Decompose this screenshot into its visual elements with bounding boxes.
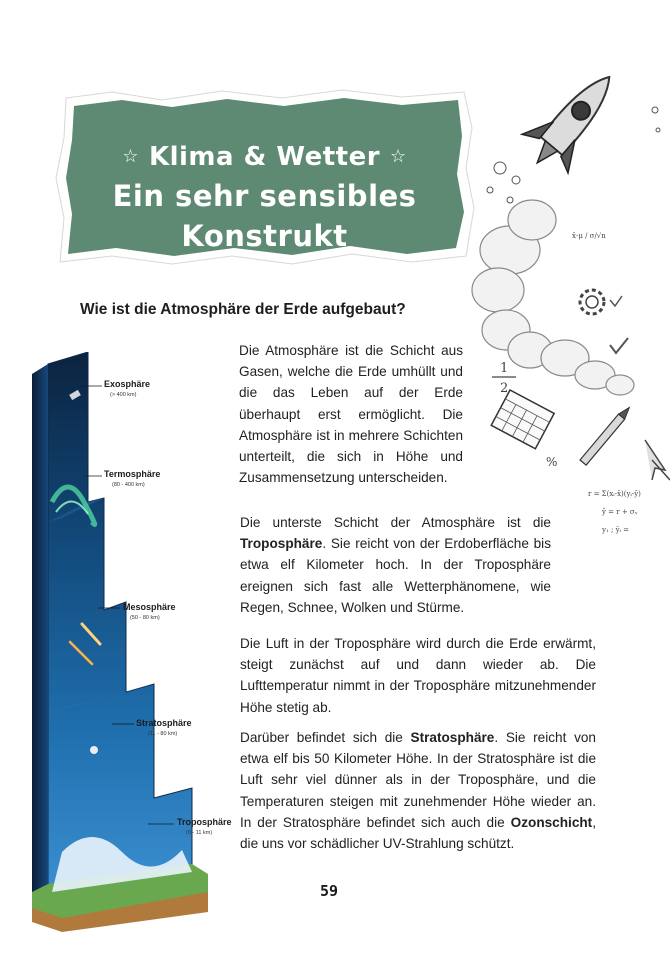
banner-title-text: Klima & Wetter <box>148 142 381 172</box>
banner-title-line1 <box>52 140 477 174</box>
text-span: Darüber befindet sich die <box>240 730 411 745</box>
layer-range-exosphere: (> 400 km) <box>110 392 137 398</box>
layer-range-mesosphere: (50 - 80 km) <box>130 615 160 621</box>
text-span: Die unterste Schicht der Atmosphäre ist die <box>240 515 551 530</box>
term-ozone-layer: Ozonschicht <box>510 814 593 830</box>
star-icon: ☆ <box>122 146 139 167</box>
atmosphere-tower-illustration <box>22 352 232 932</box>
fraction-numerator: 1 <box>500 361 509 376</box>
layer-range-thermosphere: (80 - 400 km) <box>112 482 145 488</box>
text-span: . Sie reicht von der Erdoberfläche bis etwa elf Kilometer hoch. In der Troposphäre ereignen sich fast alle Wetterphänomene, wie Regen, Schnee, Wolken und Stürme. <box>240 536 551 615</box>
formula-doodle: x̄-μ / σ/√n <box>572 232 606 240</box>
page-number: 59 <box>320 882 339 900</box>
layer-label-exosphere: Exosphäre <box>104 379 151 389</box>
rocket-icon <box>514 58 632 182</box>
rocket-smoke-trail <box>472 200 634 395</box>
paragraph-stratosphere <box>240 727 596 854</box>
layer-label-thermosphere: Termosphäre <box>104 469 161 479</box>
layer-label-troposphere: Troposphäre <box>177 817 232 827</box>
fraction-denominator: 2 <box>500 381 509 396</box>
layer-range-troposphere: (0 - 11 km) <box>186 830 213 836</box>
calendar-icon <box>491 390 554 449</box>
title-banner <box>52 88 477 266</box>
text-span: . Sie reicht von etwa elf bis 50 Kilometer Höhe. In der Stratosphäre ist die Luft sehr viel dünner als in der Troposphäre, und die Temperaturen steigen mit zunehmender Höhe wieder an. In der Stratosphäre befindet sich auch die <box>240 730 596 830</box>
formula-doodle: ŷ = r + σᵧ <box>602 508 638 516</box>
term-stratosphere: Stratosphäre <box>410 730 495 745</box>
paragraph-intro: Die Atmosphäre ist die Schicht aus Gasen, welche die Erde umhüllt und die das Leben auf der Erde überhaupt erst ermöglicht. Die Atmosphäre ist in mehrere Schichten unterteilt, die sich in Höhe und Zusammensetzung unterscheiden. <box>239 343 463 486</box>
banner-title-line2: Ein sehr sensibles Konstrukt <box>112 179 417 253</box>
checkmark-icon <box>610 296 622 306</box>
paragraph-troposphere <box>240 512 551 618</box>
paragraph-air-temperature: Die Luft in der Troposphäre wird durch die Erde erwärmt, steigt zunächst auf und dann wieder ab. Die Lufttemperatur nimmt in der Troposphäre mitzunehmender Höhe stetig ab. <box>240 636 596 715</box>
percent-doodle: % <box>546 455 558 469</box>
checkmark-icon <box>610 338 628 353</box>
pencil-icon <box>580 405 632 465</box>
text-span: , die uns vor schädlicher UV-Strahlung schützt. <box>240 814 596 852</box>
gear-icon <box>580 290 604 314</box>
formula-doodle: r = Σ(xᵢ-x̄)(yᵢ-ȳ) <box>588 490 641 498</box>
layer-label-mesosphere: Mesosphäre <box>123 602 176 612</box>
section-heading: Wie ist die Atmosphäre der Erde aufgebaut? <box>80 301 406 318</box>
formula-doodle: y₁ ; ȳᵢ = <box>602 526 630 534</box>
layer-label-stratosphere: Stratosphäre <box>136 718 192 728</box>
star-icon: ☆ <box>390 146 407 167</box>
term-troposphere: Troposphäre <box>240 536 323 552</box>
arrow-icon <box>645 440 665 480</box>
layer-range-stratosphere: (11 - 80 km) <box>148 731 178 737</box>
